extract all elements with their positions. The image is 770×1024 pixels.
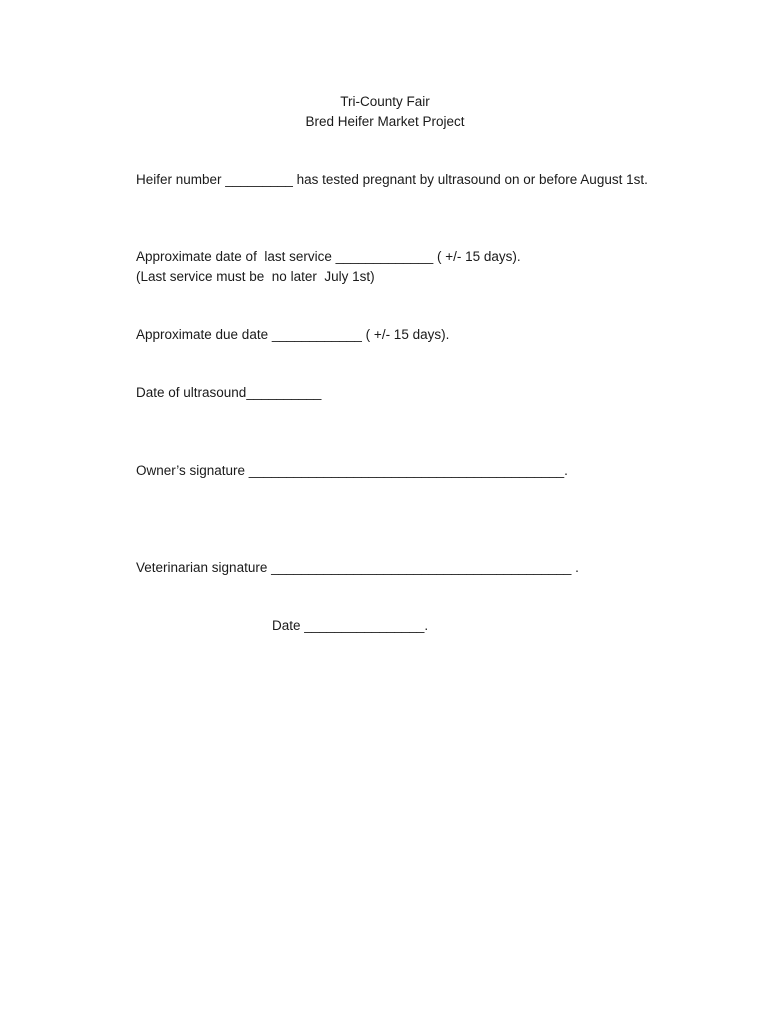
owner-signature-field: Owner’s signature __________________________________________. [136, 463, 568, 478]
due-date-field: Approximate due date ____________ ( +/- 15 days). [136, 327, 450, 342]
ultrasound-date-field: Date of ultrasound__________ [136, 385, 322, 400]
veterinarian-signature-field: Veterinarian signature ________________________________________ . [136, 560, 579, 575]
form-subtitle: Bred Heifer Market Project [305, 114, 465, 129]
heifer-number-statement: Heifer number _________ has tested pregnant by ultrasound on or before August 1st. [136, 172, 648, 187]
last-service-note: (Last service must be no later July 1st) [136, 269, 375, 284]
form-header [0, 92, 770, 132]
form-title: Tri-County Fair [340, 94, 430, 109]
signature-date-field: Date ________________. [272, 618, 429, 633]
last-service-date-field: Approximate date of last service _____________ ( +/- 15 days). [136, 249, 521, 264]
